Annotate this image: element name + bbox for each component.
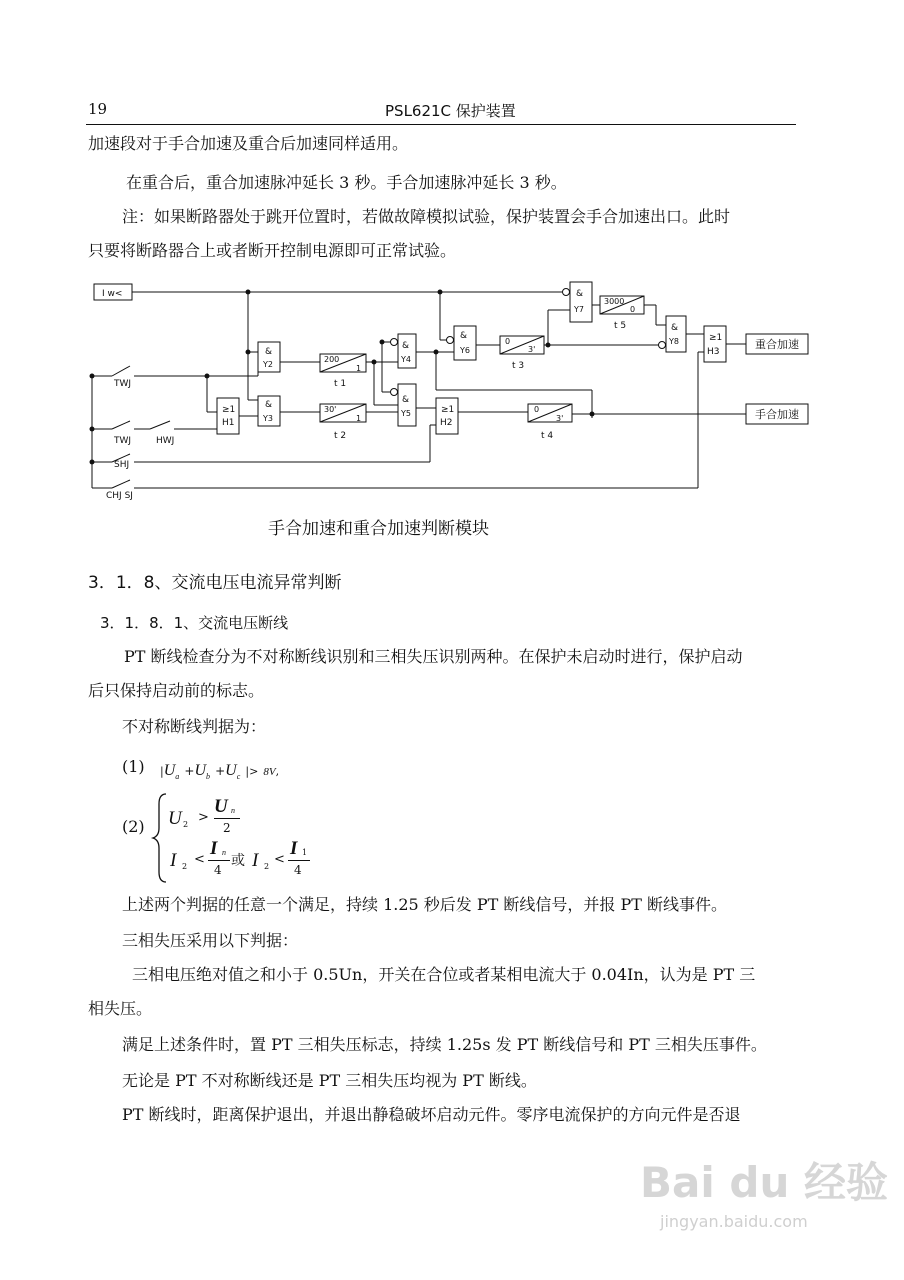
section-text-2: 不对称断线判据为： (122, 717, 267, 736)
svg-text:200: 200 (324, 355, 340, 364)
svg-text:0: 0 (534, 405, 540, 414)
section-text-5a: 三相电压绝对值之和小于 0.5Un，开关在合位或者某相电流大于 0.04In，认为是 PT 三 (132, 965, 756, 984)
formula-1-label: (1) (122, 757, 145, 776)
paragraph-3-line-1: 注：如果断路器处于跳开位置时，若做故障模拟试验，保护装置会手合加速出口。此时 (122, 207, 731, 226)
svg-text:&: & (671, 323, 679, 333)
iw-label: I w< (102, 289, 123, 299)
section-text-4: 三相失压采用以下判据： (122, 931, 299, 950)
page-number: 19 (88, 100, 108, 118)
svg-text:0: 0 (505, 337, 511, 346)
svg-text:TWJ: TWJ (114, 436, 132, 446)
svg-text:≥1: ≥1 (709, 333, 723, 343)
svg-text:Y2: Y2 (263, 360, 273, 369)
paragraph-3-line-2: 只要将断路器合上或者断开控制电源即可正常试验。 (88, 241, 457, 260)
svg-text:t 5: t 5 (614, 321, 627, 331)
section-text-1b: 后只保持启动前的标志。 (88, 681, 265, 700)
svg-text:&: & (402, 341, 410, 351)
svg-text:Y7: Y7 (574, 305, 584, 314)
section-text-1a: PT 断线检查分为不对称断线识别和三相失压识别两种。在保护未启动时进行，保护启动 (124, 647, 743, 666)
section-text-7: 无论是 PT 不对称断线还是 PT 三相失压均视为 PT 断线。 (122, 1071, 537, 1090)
formula-1: $|U_a +U_b +U_c$ |> 8V, (160, 762, 280, 782)
formula-2-line-2: I 2 < I n 4 或 I 2 < I 1 4 (168, 838, 368, 882)
page-header-title: PSL621C 保护装置 (385, 102, 516, 120)
formula-2-line-1: U 2 > U n 2 (168, 796, 328, 840)
section-text-8: PT 断线时，距离保护退出，并退出静稳破坏启动元件。零序电流保护的方向元件是否退 (122, 1105, 741, 1124)
logic-diagram (0, 270, 904, 510)
svg-text:30': 30' (324, 405, 337, 414)
svg-text:3': 3' (528, 345, 536, 354)
svg-text:Y4: Y4 (401, 355, 411, 364)
svg-text:1: 1 (356, 414, 362, 423)
paragraph-1: 加速段对于手合加速及重合后加速同样适用。 (88, 134, 409, 153)
svg-text:t 4: t 4 (541, 431, 554, 441)
section-text-3: 上述两个判据的任意一个满足，持续 1.25 秒后发 PT 断线信号，并报 PT 断线事件。 (122, 895, 728, 914)
subsection-heading: 3．1．8．1、交流电压断线 (100, 614, 289, 632)
svg-text:Y5: Y5 (401, 409, 411, 418)
watermark-logo: Bai du 经验 (640, 1158, 888, 1207)
svg-text:&: & (402, 395, 410, 405)
svg-text:CHJ SJ: CHJ SJ (106, 491, 133, 501)
section-text-6: 满足上述条件时，置 PT 三相失压标志，持续 1.25s 发 PT 断线信号和 PT 三相失压事件。 (122, 1035, 767, 1054)
svg-text:t 1: t 1 (334, 379, 347, 389)
svg-text:&: & (265, 347, 273, 357)
svg-text:H3: H3 (707, 347, 720, 357)
svg-text:t 3: t 3 (512, 361, 525, 371)
section-text-5b: 相失压。 (88, 999, 153, 1018)
svg-text:&: & (460, 331, 468, 341)
svg-text:Y8: Y8 (669, 337, 679, 346)
output-reclose-accel: 重合加速 (755, 338, 799, 351)
svg-text:&: & (576, 289, 584, 299)
svg-text:HWJ: HWJ (156, 436, 175, 446)
svg-text:SHJ: SHJ (114, 460, 130, 470)
svg-text:&: & (265, 400, 273, 410)
svg-text:1: 1 (356, 364, 362, 373)
header-rule (86, 124, 796, 125)
watermark-url: jingyan.baidu.com (660, 1212, 808, 1231)
svg-text:Y3: Y3 (263, 414, 273, 423)
section-heading: 3．1．8、交流电压电流异常判断 (88, 573, 342, 593)
diagram-caption: 手合加速和重合加速判断模块 (268, 519, 489, 539)
svg-text:H1: H1 (222, 418, 235, 428)
formula-2-label: (2) (122, 817, 145, 836)
formula-2-brace (150, 790, 170, 886)
svg-text:≥1: ≥1 (222, 405, 236, 415)
paragraph-2: 在重合后，重合加速脉冲延长 3 秒。手合加速脉冲延长 3 秒。 (126, 173, 567, 192)
svg-text:Y6: Y6 (460, 346, 470, 355)
svg-text:3000: 3000 (604, 297, 625, 306)
svg-text:H2: H2 (440, 418, 453, 428)
svg-text:0: 0 (630, 305, 636, 314)
svg-text:3': 3' (556, 414, 564, 423)
svg-text:t 2: t 2 (334, 431, 347, 441)
svg-text:≥1: ≥1 (441, 405, 455, 415)
output-manual-accel: 手合加速 (755, 408, 799, 421)
svg-text:TWJ: TWJ (114, 379, 132, 389)
